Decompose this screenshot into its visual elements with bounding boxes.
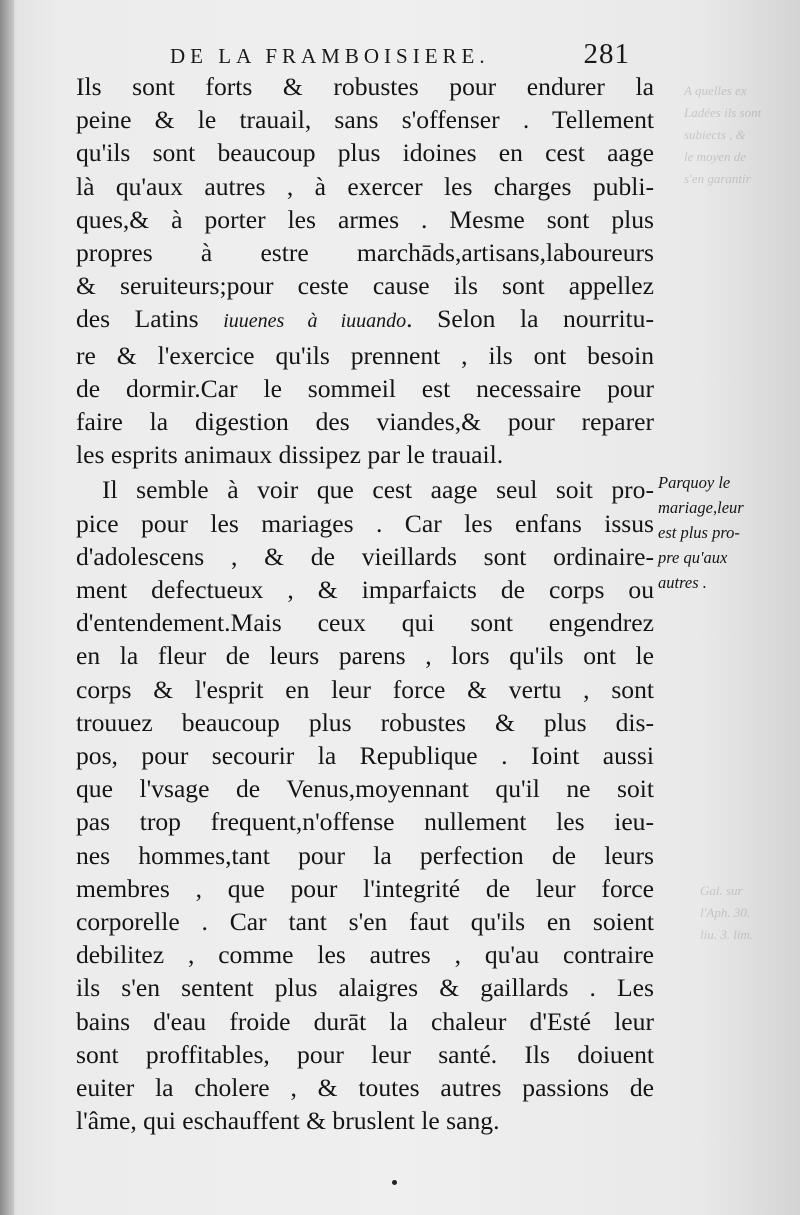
text-line: qu'ils sont beaucoup plus idoines en cest aage (76, 138, 654, 168)
text-line: Ils sont forts & robustes pour endurer la (76, 72, 654, 101)
text-line: en la fleur de leurs parens , lors qu'ils ont le (76, 641, 654, 671)
text-line: bains d'eau froide durāt la chaleur d'Esté leur (76, 1006, 654, 1036)
text-line: faire la digestion des viandes,& pour reparer (76, 407, 654, 437)
text-line: ques,& à porter les armes . Mesme sont plus (76, 204, 654, 234)
text-line: l'âme, qui eschauffent & bruslent le sang. (76, 1106, 500, 1136)
show-through-notes-top: A quelles ex Ladées ils sont subiects , & le moyen de s'en garantir (684, 83, 762, 186)
text-line-latin (76, 302, 654, 338)
text-line: d'entendement.Mais ceux qui sont engendrez (76, 608, 654, 638)
text-line: nes hommes,tant pour la perfection de leurs (76, 840, 654, 870)
text-line: ils s'en sentent plus alaigres & gaillards . Les (76, 973, 654, 1003)
marginal-note-line: Parquoy le (658, 473, 731, 492)
text-line: propres à estre marchāds,artisans,laboureurs (76, 238, 654, 268)
text-line: corps & l'esprit en leur force & vertu , sont (76, 674, 654, 704)
text-line: que l'vsage de Venus,moyennant qu'il ne soit (76, 774, 654, 804)
text-line: & seruiteurs;pour ceste cause ils sont appellez (76, 271, 654, 301)
marginal-note-line: mariage,leur (658, 498, 744, 517)
marginal-note-line: pre qu'aux (658, 548, 728, 567)
binding-gutter (0, 0, 14, 1215)
printer-mark (392, 1180, 397, 1185)
text-line: ment defectueux , & imparfaicts de corps ou (76, 575, 654, 605)
text-line: sont proffitables, pour leur santé. Ils doiuent (76, 1039, 654, 1069)
text-line: de dormir.Car le sommeil est necessaire pour (76, 373, 654, 403)
text-line: peine & le trauail, sans s'offenser . Tellement (76, 105, 654, 135)
text-line: Il semble à voir que cest aage seul soit pro- (102, 475, 654, 505)
text-line: pas trop frequent,n'offense nullement les ieu- (76, 807, 654, 837)
text-line: euiter la cholere , & toutes autres passions de (76, 1073, 654, 1103)
marginal-note-line: est plus pro- (658, 523, 740, 542)
text-line: les esprits animaux dissipez par le trauail. (76, 440, 504, 470)
text-line: d'adolescens , & de vieillards sont ordinaire- (76, 541, 654, 571)
text-line: là qu'aux autres , à exercer les charges publi- (76, 171, 654, 201)
text-line: membres , que pour l'integrité de leur force (76, 873, 654, 903)
text-line: debilitez , comme les autres , qu'au contraire (76, 940, 654, 970)
show-through-notes-bottom: Gal. sur l'Aph. 30. liu. 3. lim. (700, 883, 754, 942)
text-fragment: des Latins (76, 304, 224, 334)
text-line: pice pour les mariages . Car les enfans issus (76, 508, 654, 538)
text-line: trouuez beaucoup plus robustes & plus dis- (76, 707, 654, 737)
text-line: pos, pour secourir la Republique . Ioint aussi (76, 741, 654, 771)
marginal-note (658, 470, 798, 595)
text-line: re & l'exercice qu'ils prennent , ils ont besoin (76, 340, 654, 370)
marginal-note-line: autres . (658, 573, 707, 592)
latin-phrase: iuuenes à iuuando (223, 310, 407, 333)
text-fragment: . Selon la nourritu- (406, 304, 654, 334)
page-number: 281 (583, 38, 630, 70)
running-head: DE LA FRAMBOISIERE. (170, 44, 490, 68)
main-text-block (76, 70, 654, 1138)
text-line: corporelle . Car tant s'en faut qu'ils en soient (76, 907, 654, 937)
